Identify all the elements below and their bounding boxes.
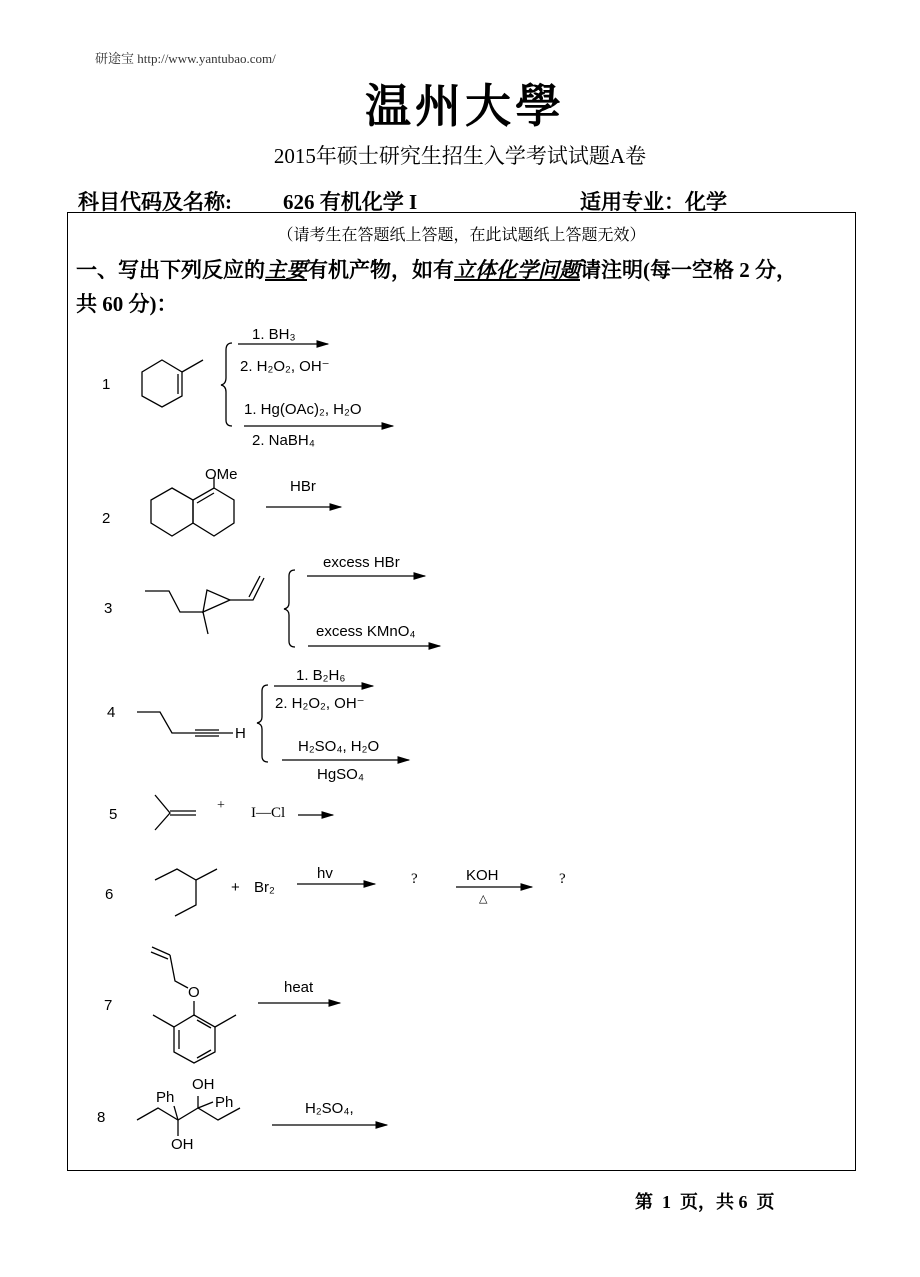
instr-c: 请注明(每一空格 2 分， — [580, 258, 797, 282]
item-number: 3 — [104, 600, 113, 617]
atom-label: H — [235, 725, 246, 742]
reagent: HBr — [290, 478, 316, 495]
notice: （请考生在答题纸上答题，在此试题纸上答题无效） — [277, 227, 646, 244]
condition: hv — [317, 865, 333, 882]
unknown-product: ? — [559, 871, 566, 887]
atom-label: OH — [171, 1136, 194, 1153]
condition: KOH — [466, 867, 499, 884]
reagent: H₂SO₄, H₂O — [298, 738, 380, 755]
atom-label: OMe — [205, 466, 238, 483]
reagent: HgSO₄ — [317, 766, 364, 783]
question-box — [67, 212, 856, 1171]
item-number: 4 — [107, 704, 116, 721]
page-number: 第 1 页，共 6 页 — [635, 1192, 775, 1212]
section-instruction — [76, 254, 797, 284]
item-number: 1 — [102, 376, 111, 393]
heat-symbol: △ — [479, 893, 488, 905]
plus-sign: + — [217, 798, 225, 813]
reagent: 1. B₂H₆ — [296, 667, 346, 684]
major: 适用专业：化学 — [580, 190, 727, 214]
reagent: I—Cl — [251, 805, 286, 821]
item-number: 2 — [102, 510, 111, 527]
reagent: 2. H₂O₂, OH⁻ — [275, 695, 365, 712]
atom-label: O — [188, 984, 200, 1001]
reagent: heat — [284, 979, 314, 996]
reagent: Br₂ — [254, 879, 275, 896]
exam-title: 2015年硕士研究生招生入学考试试题A卷 — [273, 144, 647, 168]
instr-emphasis-stereo: 立体化学问题 — [454, 258, 580, 282]
instr-emphasis-main: 主要 — [265, 258, 307, 282]
watermark: 研途宝 http://www.yantubao.com/ — [95, 51, 276, 66]
university-logo: 温州大學 — [365, 81, 565, 132]
reagent: H₂SO₄, — [305, 1100, 354, 1117]
subject-label: 科目代码及名称: — [78, 190, 232, 214]
reagent: 1. BH₃ — [252, 326, 296, 343]
subject-value: 626 有机化学 I — [283, 190, 418, 214]
plus-sign: + — [231, 879, 240, 896]
item-number: 6 — [105, 886, 114, 903]
reagent: 2. NaBH₄ — [252, 432, 315, 449]
reagent: excess HBr — [323, 554, 400, 571]
instr-b: 有机产物，如有 — [307, 258, 454, 282]
reagent: excess KMnO₄ — [316, 623, 416, 640]
instr-a: 一、写出下列反应的 — [76, 258, 265, 282]
item-number: 5 — [109, 806, 118, 823]
reagent: 1. Hg(OAc)₂, H₂O — [244, 401, 362, 418]
section-instruction-line2: 共 60 分)： — [76, 292, 178, 316]
item-number: 7 — [104, 997, 113, 1014]
atom-label: Ph — [215, 1094, 234, 1111]
item-number: 8 — [97, 1109, 106, 1126]
atom-label: OH — [192, 1076, 215, 1093]
reagent: 2. H₂O₂, OH⁻ — [240, 358, 330, 375]
unknown-product: ? — [411, 871, 418, 887]
atom-label: Ph — [156, 1089, 175, 1106]
